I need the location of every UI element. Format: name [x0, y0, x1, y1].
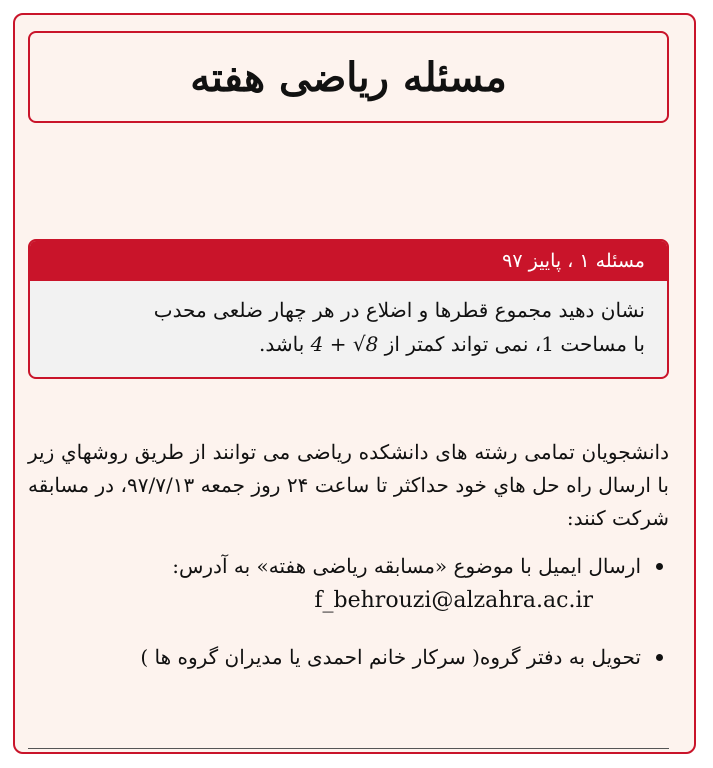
- email-address-link[interactable]: f_behrouzi@alzahra.ac.ir: [314, 588, 593, 613]
- list-item-email: [28, 550, 669, 619]
- bottom-divider: [28, 748, 669, 749]
- title-box: [28, 31, 669, 123]
- problem-line-2-suffix: باشد.: [258, 332, 311, 356]
- problem-line-1: نشان دهید مجموع قطرها و اضلاع در هر چهار ضلعی محدب: [153, 298, 645, 322]
- participation-intro: دانشجویان تمامی رشته های دانشکده ریاضی می توانند از طریق روشهاي زیر با ارسال راه حل هاي خود حداکثر تا ساعت ۲۴ روز جمعه ۹۷/۷/۱۳، در مسابقه شرکت کنند:: [28, 440, 670, 530]
- delivery-method-text: تحویل به دفتر گروه( سرکار خانم احمدی یا مدیران گروه ها ): [140, 645, 641, 669]
- bullet-icon: [656, 563, 663, 570]
- problem-math-expression: 4 + √8: [310, 332, 379, 356]
- problem-line-2: [52, 327, 645, 361]
- problem-header: مسئله ۱ ، پاییز ۹۷: [30, 241, 667, 281]
- list-item-delivery: [28, 641, 669, 674]
- email-method-text: ارسال ایمیل با موضوع «مسابقه ریاضی هفته» به آدرس:: [172, 554, 641, 578]
- submission-methods-list: [28, 550, 669, 674]
- bullet-icon: [656, 654, 663, 661]
- page-title: مسئله ریاضی هفته: [190, 53, 507, 101]
- problem-box: [28, 239, 669, 379]
- problem-statement: [30, 281, 667, 361]
- problem-line-2-prefix: با مساحت 1، نمی تواند کمتر از: [378, 332, 645, 356]
